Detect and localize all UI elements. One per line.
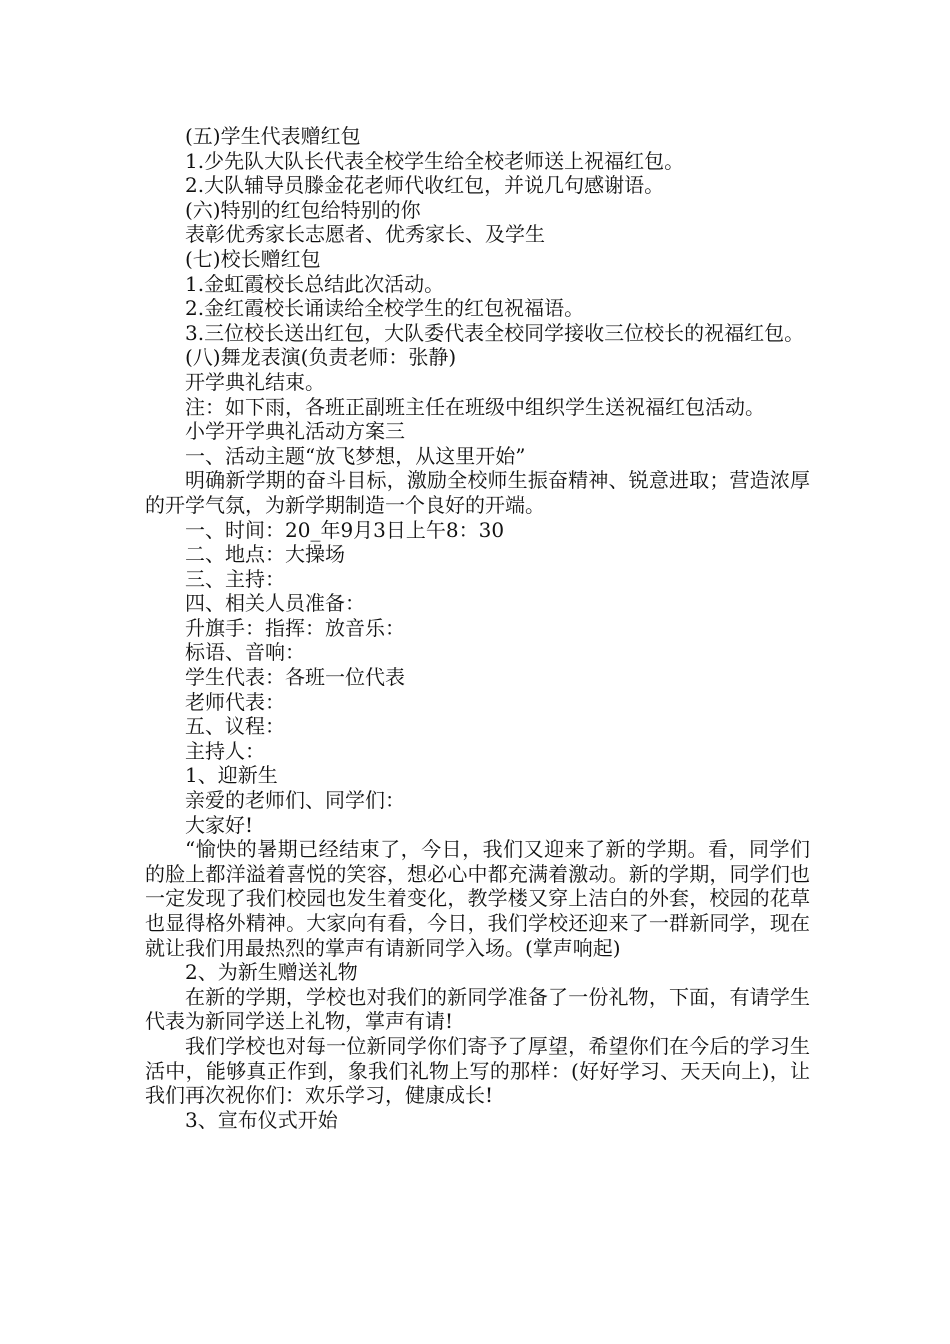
section-heading-8: (八)舞龙表演(负责老师：张静) xyxy=(185,345,457,370)
speech-paragraph: “愉快的暑期已经结束了，今日，我们又迎来了新的学期。看，同学们的脸上都洋溢着喜悦的笑容，想必心中都充满着激动。新的学期，同学们也一定发现了我们校园也发生着变化，教学楼又穿上洁白的外套，校园的花草也显得格外精神。大家向有看，今日，我们学校还迎来了一群新同学，现在就让我们用最热烈的掌声有请新同学入场。(掌声响起) xyxy=(145,837,810,960)
activity-theme: 一、活动主题“放飞梦想，从这里开始” xyxy=(185,443,526,468)
paragraph: 我们学校也对每一位新同学你们寄予了厚望，希望你们在今后的学习生活中，能够真正作到，象我们礼物上写的那样：(好好学习、天天向上)，让我们再次祝你们：欢乐学习，健康成长! xyxy=(145,1033,810,1108)
paragraph: 开学典礼结束。 xyxy=(185,369,325,394)
agenda-item-1: 1、迎新生 xyxy=(185,763,278,788)
document-body xyxy=(145,124,810,1132)
time-line: 一、时间：20_年9月3日上午8：30 xyxy=(185,517,505,542)
staff-line: 标语、音响： xyxy=(185,640,305,665)
location-line: 二、地点：大操场 xyxy=(185,542,345,567)
host-label: 主持人： xyxy=(185,738,265,763)
paragraph: 明确新学期的奋斗目标，激励全校师生振奋精神、锐意进取；营造浓厚的开学气氛，为新学期制造一个良好的开端。 xyxy=(145,468,810,517)
host-line: 三、主持： xyxy=(185,566,285,591)
agenda-item-3: 3、宣布仪式开始 xyxy=(185,1107,338,1132)
paragraph: 2.金红霞校长诵读给全校学生的红包祝福语。 xyxy=(185,296,585,321)
staff-line: 老师代表： xyxy=(185,689,285,714)
agenda-heading: 五、议程： xyxy=(185,714,285,739)
paragraph: 2.大队辅导员滕金花老师代收红包，并说几句感谢语。 xyxy=(185,173,665,198)
staff-line: 学生代表：各班一位代表 xyxy=(185,665,405,690)
section-heading-5: (五)学生代表赠红包 xyxy=(185,124,361,148)
section-heading-6: (六)特别的红包给特别的你 xyxy=(185,197,421,222)
paragraph: 3.三位校长送出红包，大队委代表全校同学接收三位校长的祝福红包。 xyxy=(185,320,805,345)
paragraph: 1.金虹霞校长总结此次活动。 xyxy=(185,271,445,296)
paragraph: 表彰优秀家长志愿者、优秀家长、及学生 xyxy=(185,222,545,247)
paragraph: 在新的学期，学校也对我们的新同学准备了一份礼物，下面，有请学生代表为新同学送上礼物，掌声有请! xyxy=(145,984,810,1034)
note-paragraph: 注：如下雨，各班正副班主任在班级中组织学生送祝福红包活动。 xyxy=(185,394,765,419)
paragraph: 1.少先队大队长代表全校学生给全校老师送上祝福红包。 xyxy=(185,148,685,173)
plan-title: 小学开学典礼活动方案三 xyxy=(185,419,405,444)
greeting-line: 亲爱的老师们、同学们： xyxy=(185,788,405,813)
section-heading-7: (七)校长赠红包 xyxy=(185,246,321,271)
staff-heading: 四、相关人员准备： xyxy=(185,591,365,616)
greeting-line: 大家好! xyxy=(185,812,254,837)
agenda-item-2: 2、为新生赠送礼物 xyxy=(185,960,358,985)
staff-line: 升旗手：指挥：放音乐： xyxy=(185,615,405,640)
